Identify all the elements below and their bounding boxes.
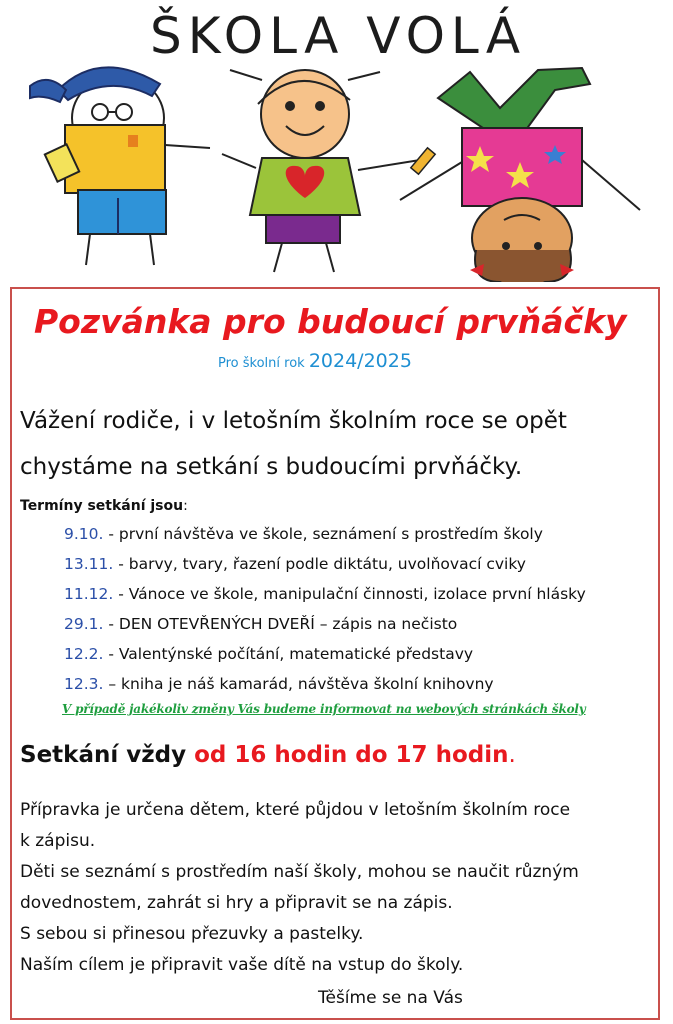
girl-with-heart-icon	[222, 70, 435, 272]
meeting-date: 12.3.	[64, 675, 104, 693]
meeting-topic: - Valentýnské počítání, matematické představy	[103, 645, 474, 663]
dates-heading-label: Termíny setkání jsou	[20, 498, 184, 514]
boy-with-cap-icon	[30, 67, 210, 265]
meeting-topic: - barvy, tvary, řazení podle diktátu, uvolňovací cviky	[113, 555, 526, 573]
program-description	[20, 795, 660, 981]
list-item	[64, 555, 526, 573]
list-item	[64, 615, 457, 633]
meeting-date: 12.2.	[64, 645, 104, 663]
invitation-title: Pozvánka pro budoucí prvňáčky	[34, 302, 627, 341]
school-year-prefix: Pro školní rok	[218, 356, 305, 371]
description-line: k zápisu.	[20, 831, 96, 851]
meeting-time-value: od 16 hodin do 17 hodin	[194, 742, 509, 768]
dates-heading	[20, 498, 188, 514]
description-line: dovednostem, zahrát si hry a připravit se na zápis.	[20, 893, 453, 913]
description-line: Děti se seznámí s prostředím naší školy, mohou se naučit různým	[20, 862, 579, 882]
meeting-topic: - DEN OTEVŘENÝCH DVEŘÍ – zápis na nečisto	[103, 615, 458, 633]
meeting-time-prefix: Setkání vždy	[20, 742, 195, 768]
school-year-value: 2024/2025	[308, 350, 412, 372]
school-year-line	[218, 350, 412, 372]
meeting-time-line	[20, 742, 516, 768]
list-item	[64, 675, 494, 693]
meeting-date: 13.11.	[64, 555, 114, 573]
closing-line: Těšíme se na Vás	[318, 988, 463, 1008]
greeting-text: Vážení rodiče, i v letošním školním roce se opět chystáme na setkání s budoucími prvňáčky.	[20, 408, 567, 480]
dates-heading-colon: :	[183, 498, 188, 514]
list-item	[64, 645, 473, 663]
meeting-topic: – kniha je náš kamarád, návštěva školní knihovny	[103, 675, 494, 693]
website-note: V případě jakékoliv změny Vás budeme informovat na webových stránkách školy	[62, 702, 586, 716]
poster-heading: ŠKOLA VOLÁ	[150, 7, 527, 65]
upside-down-child-icon	[400, 68, 640, 282]
description-line: Naším cílem je připravit vaše dítě na vstup do školy.	[20, 955, 464, 975]
description-line: S sebou si přinesou přezuvky a pastelky.	[20, 924, 364, 944]
list-item	[64, 525, 543, 543]
children-illustration	[0, 50, 673, 282]
meeting-topic: - Vánoce ve škole, manipulační činnosti, izolace první hlásky	[113, 585, 586, 603]
meeting-date: 11.12.	[64, 585, 114, 603]
list-item	[64, 585, 586, 603]
meeting-topic: - první návštěva ve škole, seznámení s prostředím školy	[103, 525, 543, 543]
description-line: Přípravka je určena dětem, které půjdou v letošním školním roce	[20, 800, 571, 820]
meeting-date: 9.10.	[64, 525, 104, 543]
meeting-time-suffix: .	[508, 742, 516, 768]
meeting-date: 29.1.	[64, 615, 104, 633]
